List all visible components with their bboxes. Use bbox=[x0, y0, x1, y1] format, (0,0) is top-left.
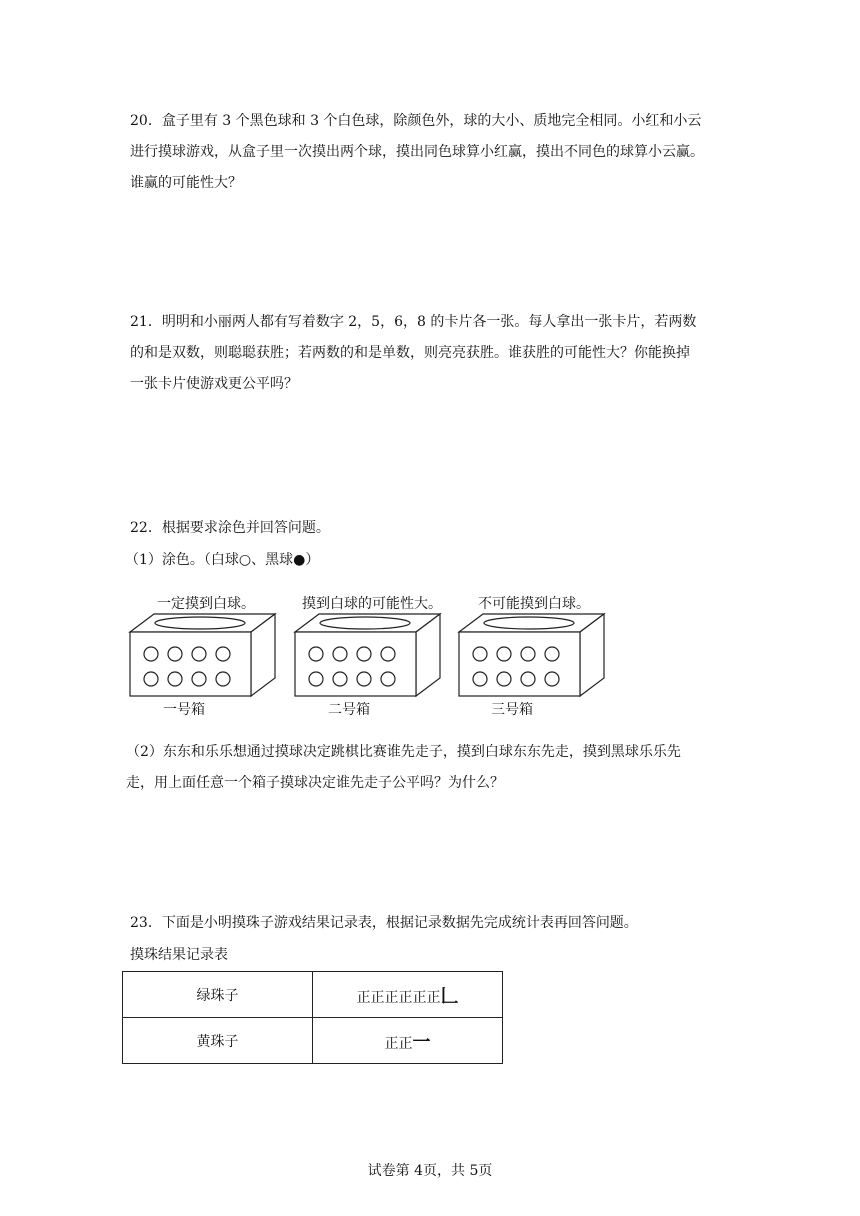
question-21-line-3: 一张卡片使游戏更公平吗？ bbox=[130, 376, 298, 392]
box-2-title: 摸到白球的可能性大。 bbox=[302, 596, 442, 612]
box-1-name: 一号箱 bbox=[163, 702, 205, 718]
question-20 bbox=[130, 106, 730, 199]
question-20-line-1: 20．盒子里有 3 个黑色球和 3 个白色球，除颜色外，球的大小、质地完全相同。小红和小云 bbox=[130, 113, 702, 129]
question-21-line-2: 的和是双数，则聪聪获胜；若两数的和是单数，则亮亮获胜。谁获胜的可能性大？你能换掉 bbox=[130, 345, 690, 361]
table-caption: 摸珠结果记录表 bbox=[130, 947, 228, 963]
box-3-title: 不可能摸到白球。 bbox=[478, 596, 590, 612]
table-cell-label: 绿珠子 bbox=[123, 972, 313, 1018]
question-22-title: 22．根据要求涂色并回答问题。 bbox=[130, 520, 330, 536]
question-22-part-2 bbox=[126, 737, 736, 799]
question-23-title: 23．下面是小明摸珠子游戏结果记录表，根据记录数据先完成统计表再回答问题。 bbox=[130, 915, 638, 931]
tally-marks: 正正正正正正 bbox=[356, 989, 441, 1006]
box-3-drawing bbox=[459, 614, 604, 696]
tally-partial-mark: 一 bbox=[412, 1031, 431, 1053]
table-row bbox=[123, 1018, 503, 1064]
question-22-part-2-line-2: 走，用上面任意一个箱子摸球决定谁先走子公平吗？为什么？ bbox=[126, 775, 504, 791]
tally-marks: 正正 bbox=[384, 1035, 413, 1052]
page-footer: 试卷第 4页，共 5页 bbox=[367, 1163, 493, 1179]
tally-record-table bbox=[122, 971, 503, 1064]
table-cell-label: 黄珠子 bbox=[123, 1018, 313, 1064]
box-1-drawing bbox=[130, 614, 275, 696]
question-22-part-2-line-1: （2）东东和乐乐想通过摸球决定跳棋比赛谁先走子，摸到白球东东先走，摸到黑球乐乐先 bbox=[126, 744, 681, 760]
question-22-part-1: （1）涂色。（白球○、黑球●） bbox=[125, 552, 320, 568]
question-20-line-2: 进行摸球游戏，从盒子里一次摸出两个球，摸出同色球算小红赢，摸出不同色的球算小云赢。 bbox=[130, 144, 704, 160]
box-2-drawing bbox=[295, 614, 440, 696]
box-3-name: 三号箱 bbox=[491, 702, 533, 718]
table-row bbox=[123, 972, 503, 1018]
tally-partial-mark: 𠃊 bbox=[440, 985, 459, 1007]
box-2-name: 二号箱 bbox=[328, 702, 370, 718]
table-cell-tally bbox=[313, 1018, 503, 1064]
question-21 bbox=[130, 307, 730, 400]
question-20-line-3: 谁赢的可能性大？ bbox=[130, 175, 242, 191]
box-1-title: 一定摸到白球。 bbox=[157, 596, 255, 612]
question-21-line-1: 21．明明和小丽两人都有写着数字 2，5，6，8 的卡片各一张。每人拿出一张卡片，若两数 bbox=[130, 314, 697, 330]
table-cell-tally bbox=[313, 972, 503, 1018]
